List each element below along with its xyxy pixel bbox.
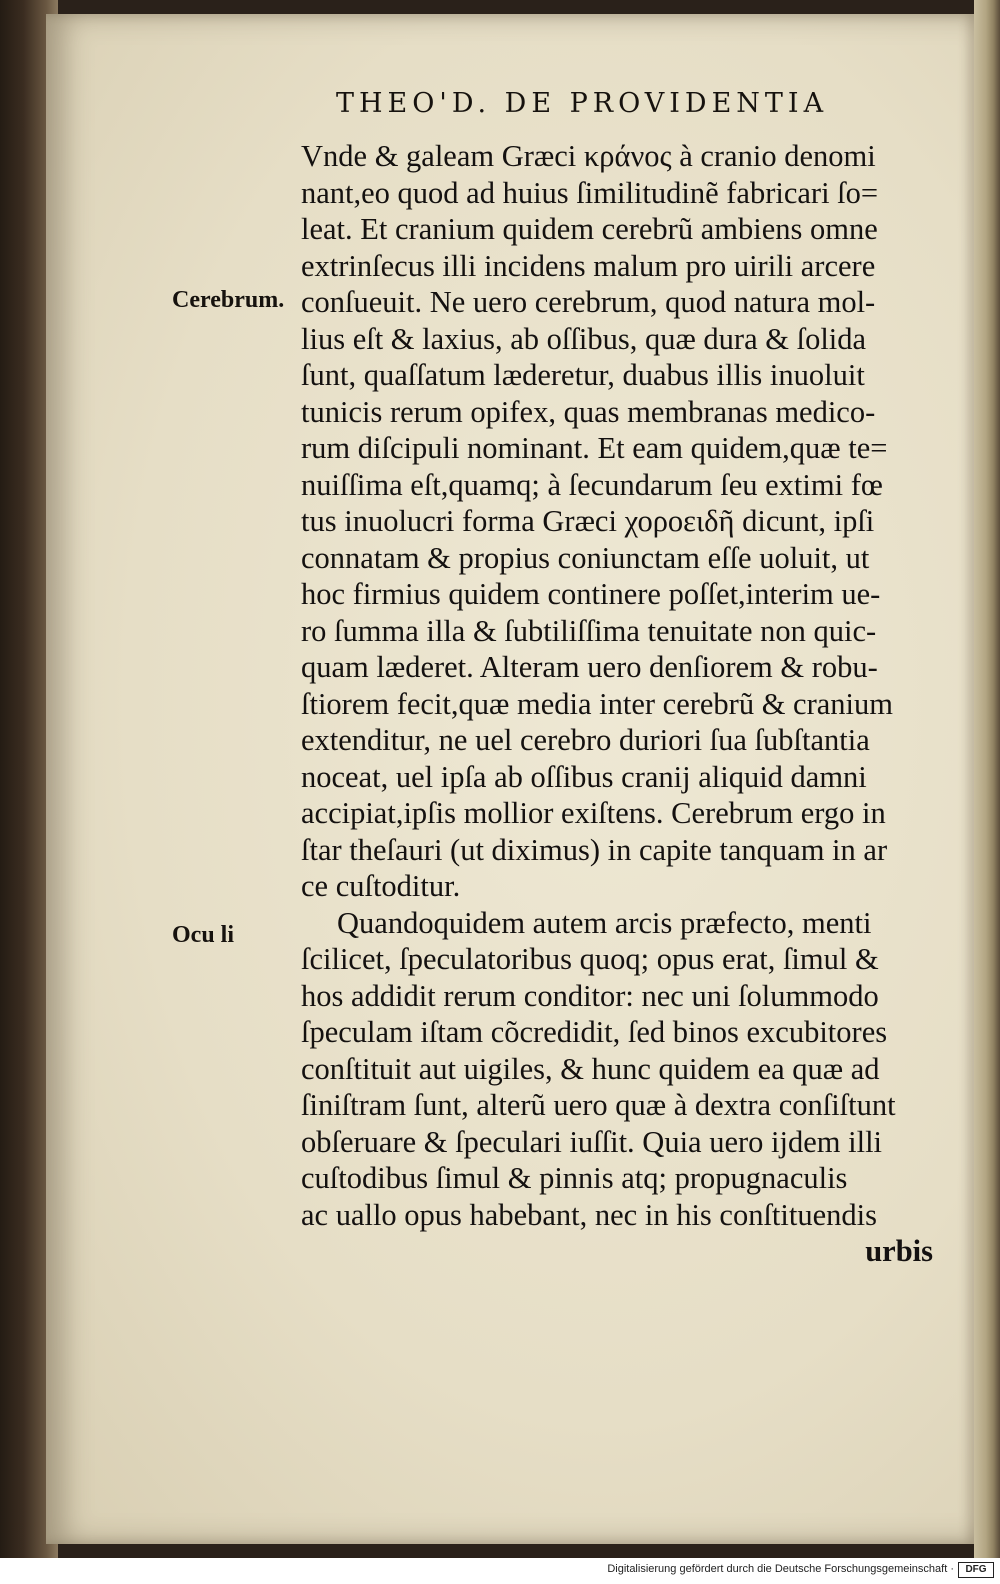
text-line: Vnde & galeam Græci κράνος à cranio denomi xyxy=(301,139,876,173)
margin-note-oculi: Ocu li xyxy=(172,922,235,948)
text-line: ſtar theſauri (ut diximus) in capite tanquam in ar xyxy=(301,832,888,867)
text-line: extenditur, ne uel cerebro duriori ſua ſubſtantia xyxy=(301,723,870,757)
text-line: tus inuolucri forma Græci χοροειδῆ dicunt, ipſi xyxy=(301,504,875,538)
catchword: urbis xyxy=(865,1234,933,1268)
text-line: quam læderet. Alteram uero denſiorem & robu- xyxy=(301,650,878,684)
funding-credit: Digitalisierung gefördert durch die Deutsche Forschungsgemeinschaft · xyxy=(607,1563,954,1575)
text-line: obſeruare & ſpeculari iuſſit. Quia uero ijdem illi xyxy=(301,1124,883,1159)
text-line: cuſtodibus ſimul & pinnis atq; propugnaculis xyxy=(301,1161,848,1195)
text-line: noceat, uel ipſa ab oſſibus cranij aliquid damni xyxy=(301,759,867,794)
footer-bar xyxy=(0,1558,1000,1584)
text-line: ſcilicet, ſpeculatoribus quoq; opus erat, ſimul & xyxy=(301,942,879,976)
text-line: extrinſecus illi incidens malum pro uirili arcere xyxy=(301,248,876,283)
text-line: ro ſumma illa & ſubtiliſſima tenuitate non quic- xyxy=(301,613,877,648)
text-line: accipiat,ipſis mollior exiſtens. Cerebrum ergo in xyxy=(301,796,886,830)
text-line: ce cuſtoditur. xyxy=(301,869,461,903)
text-line: nuiſſima eſt,quamq; à ſecundarum ſeu extimi fœ xyxy=(301,467,883,502)
text-block xyxy=(301,138,941,1270)
margin-note-cerebrum: Cerebrum. xyxy=(172,287,285,313)
text-line: leat. Et cranium quidem cerebrũ ambiens omne xyxy=(301,212,878,246)
dfg-logo: DFG xyxy=(958,1562,994,1578)
text-line: ſiniſtram ſunt, alterũ uero quæ à dextra conſiſtunt xyxy=(301,1088,896,1122)
running-head: THEO'D. DE PROVIDENTIA xyxy=(336,88,829,119)
text-line: conſtituit aut uigiles, & hunc quidem ea quæ ad xyxy=(301,1051,880,1086)
text-line: tunicis rerum opifex, quas membranas medico- xyxy=(301,394,876,429)
text-line: hoc firmius quidem continere poſſet,interim ue- xyxy=(301,577,881,611)
text-line: ſtiorem fecit,quæ media inter cerebrũ & cranium xyxy=(301,686,893,721)
text-line: ac uallo opus habebant, nec in his conſtituendis xyxy=(301,1197,877,1232)
page-fore-edge xyxy=(974,0,1000,1558)
text-line-paragraph-start: Quandoquidem autem arcis præfecto, menti xyxy=(337,905,872,940)
text-line: connatam & propius coniunctam eſſe uoluit, ut xyxy=(301,540,870,575)
text-line: ſunt, quaſſatum læderetur, duabus illis inuoluit xyxy=(301,358,865,392)
text-line: rum diſcipuli nominant. Et eam quidem,quæ te= xyxy=(301,431,888,465)
text-line: ſpeculam iſtam cõcredidit, ſed binos excubitores xyxy=(301,1015,888,1049)
text-line: nant,eo quod ad huius ſimilitudinẽ fabricari ſo= xyxy=(301,175,879,210)
text-line: hos addidit rerum conditor: nec uni ſolummodo xyxy=(301,978,879,1013)
text-line: lius eſt & laxius, ab oſſibus, quæ dura & ſolida xyxy=(301,321,867,356)
text-line: conſueuit. Ne uero cerebrum, quod natura mol- xyxy=(301,285,876,319)
